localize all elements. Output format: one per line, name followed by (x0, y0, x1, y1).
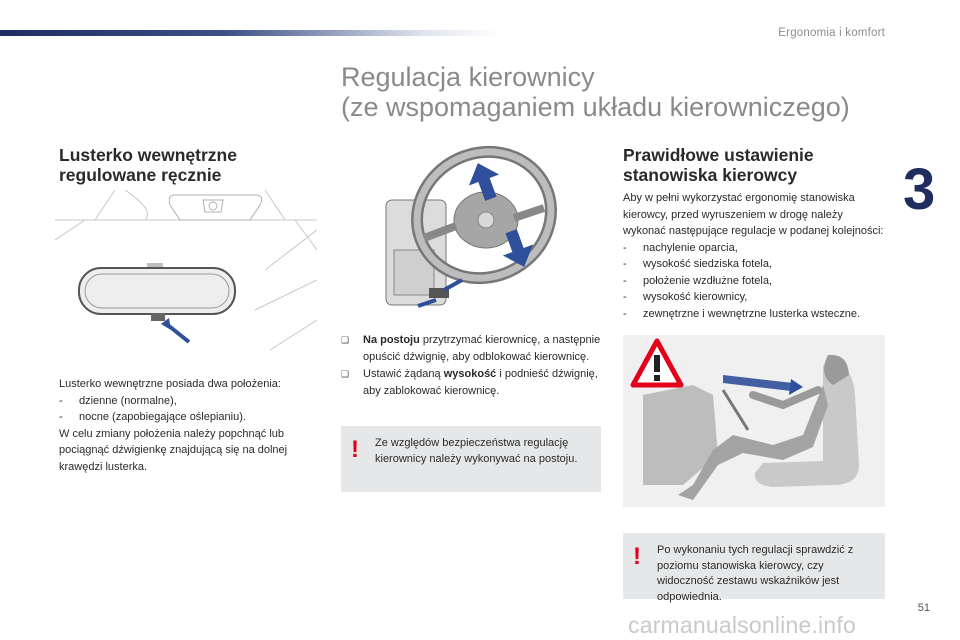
list-item-text: nachylenie oparcia, (643, 241, 738, 254)
exclamation-icon: ! (351, 436, 359, 463)
list-item: - wysokość kierownicy, (623, 289, 888, 306)
visibility-warning-box (623, 533, 885, 603)
visibility-warning-text: Po wykonaniu tych regulacji sprawdzić z poziomu stanowiska kierowcy, czy widoczność zestawu wskaźników jest odpowiednia. (657, 544, 854, 603)
step2-text: i podnieść dźwignię, aby zablokować kierownicę. (363, 368, 598, 397)
mirror-paragraph: W celu zmiany położenia należy popchnąć lub pociągnąć dźwigienkę znajdującą się na dolnej krawędzi lusterka. (59, 427, 288, 473)
driver-seat-illustration (623, 335, 885, 507)
list-item: - nocne (zapobiegające oślepianiu). (59, 409, 321, 426)
header-bar (0, 30, 500, 36)
mirror-description (59, 376, 321, 475)
mirror-intro: Lusterko wewnętrzne posiada dwa położenia: (59, 378, 281, 390)
step2-bold: wysokość (443, 368, 497, 380)
mirror-heading (59, 145, 237, 185)
list-item: - dzienne (normalne), (59, 393, 321, 410)
steering-instructions (341, 332, 601, 400)
page-number: 51 (917, 602, 930, 614)
page-title-line1: Regulacja kierownicy (341, 62, 595, 92)
list-item: - położenie wzdłużne fotela, (623, 273, 888, 290)
safety-warning-text: Ze względów bezpieczeństwa regulację kierownicy należy wykonywać na postoju. (375, 437, 578, 465)
exclamation-icon: ! (633, 543, 641, 570)
list-item-text: wysokość siedziska fotela, (643, 258, 772, 270)
list-item-text: nocne (zapobiegające oślepianiu). (79, 411, 246, 423)
driver-position-heading (623, 145, 814, 185)
section-header: Ergonomia i komfort (778, 27, 885, 39)
driver-position-description (623, 190, 888, 322)
list-item-text: wysokość kierownicy, (643, 291, 748, 303)
list-item: - nachylenie oparcia, (623, 240, 888, 257)
driver-heading-line2: stanowiska kierowcy (623, 165, 798, 185)
steering-wheel-illustration (374, 140, 560, 315)
step2-pre: Ustawić żądaną (363, 368, 444, 380)
safety-warning-box (341, 426, 601, 492)
step1-bold: Na postoju (363, 334, 420, 346)
list-item-text: dzienne (normalne), (79, 394, 177, 407)
driver-intro: Aby w pełni wykorzystać ergonomię stanowiska kierowcy, przed wyruszeniem w drogę należy wykonać następujące regulacje w podanej kolejności: (623, 192, 884, 237)
driver-heading-line1: Prawidłowe ustawienie (623, 145, 814, 165)
list-item (341, 332, 601, 365)
list-item (341, 366, 601, 399)
list-item: - wysokość siedziska fotela, (623, 256, 888, 273)
list-item: - zewnętrzne i wewnętrzne lusterka wsteczne. (623, 306, 888, 323)
page-title (341, 62, 850, 122)
step1-text: przytrzymać kierownicę, a następnie opuścić dźwignię, aby odblokować kierownicę. (363, 334, 601, 363)
checkbox-bullet-icon: ❑ (341, 369, 350, 379)
mirror-heading-line1: Lusterko wewnętrzne (59, 145, 237, 165)
checkbox-bullet-icon: ❑ (341, 335, 350, 345)
watermark: carmanualsonline.info (628, 612, 856, 638)
list-item-text: zewnętrzne i wewnętrzne lusterka wsteczne. (643, 307, 861, 320)
page-title-line2: (ze wspomaganiem układu kierowniczego) (341, 92, 850, 122)
mirror-heading-line2: regulowane ręcznie (59, 165, 222, 185)
chapter-number: 3 (900, 160, 960, 220)
list-item-text: położenie wzdłużne fotela, (643, 274, 773, 287)
rear-view-mirror-illustration (55, 190, 317, 360)
